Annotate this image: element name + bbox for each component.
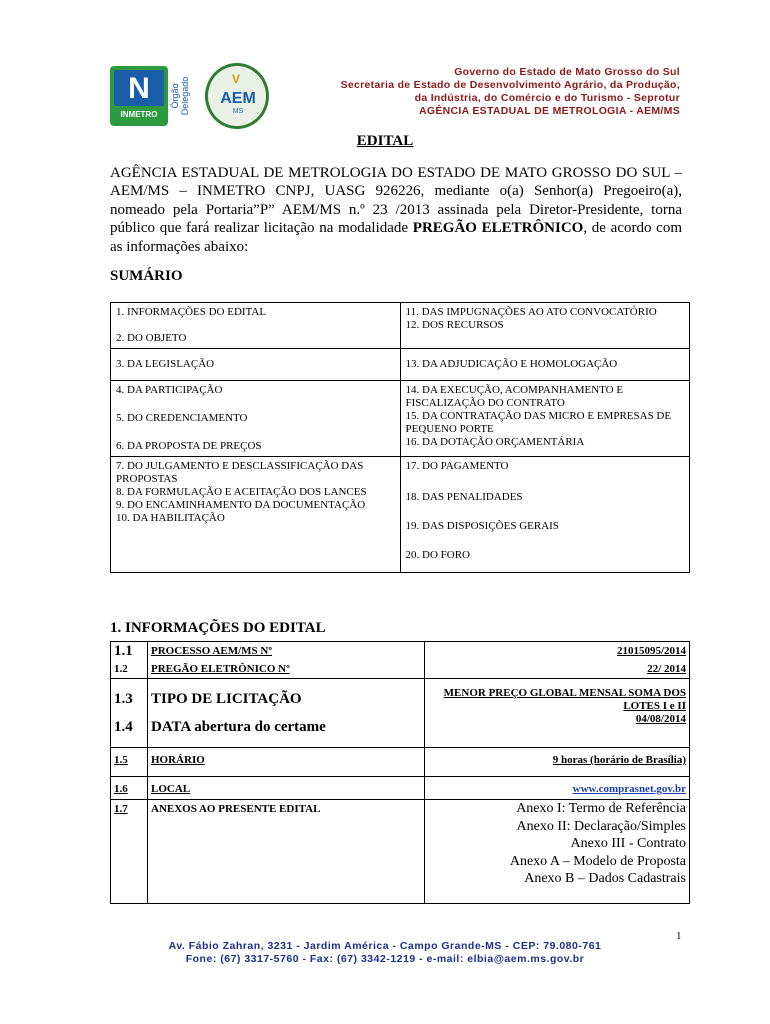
document-title: EDITAL [356,133,414,149]
summary-item: 8. DA FORMULAÇÃO E ACEITAÇÃO DOS LANCES [116,486,367,498]
summary-item: 6. DA PROPOSTA DE PREÇOS [116,440,262,452]
info-value-1-5: 9 horas (horário de Brasília) [552,754,686,766]
table-row [111,777,690,800]
info-number [111,679,148,748]
intro-modality: PREGÃO ELETRÔNICO [412,220,584,237]
summary-item: 4. DA PARTICIPAÇÃO [116,384,223,396]
summary-cell [400,457,690,573]
annex-item: Anexo B – Dados Cadastrais [524,871,686,886]
summary-table [110,302,690,573]
footer [0,940,770,966]
info-num-1-2: 1.2 [114,663,128,675]
table-row [111,457,690,573]
info-num-1-5: 1.5 [114,754,128,766]
intro-text: AGÊNCIA ESTADUAL DE METROLOGIA DO ESTADO DE MATO GROSSO DO SUL – AEM/MS – INMETRO CNPJ, UASG 926226, mediante o(a) Senhor(a) Pregoeiro(a), nomeado pela Portaria”P” AEM/MS n.º 23 /2013 assinada pela Diretor-Presidente, torna público que fará realizar licitação na modalidade [110,165,682,237]
annex-item: Anexo A – Modelo de Proposta [509,853,686,869]
info-number [111,642,148,679]
summary-item: 15. DA CONTRATAÇÃO DAS MICRO E EMPRESAS DE PEQUENO PORTE [405,410,672,435]
annex-list [425,800,690,904]
info-label [148,642,425,679]
table-row [111,642,690,679]
info-label-1-3: TIPO DE LICITAÇÃO [151,691,302,707]
info-label [148,679,425,748]
summary-cell [400,349,690,381]
inmetro-n-glyph: N [128,72,150,105]
summary-cell [111,381,401,457]
aem-logo [205,63,269,129]
section-1-title: 1. INFORMAÇÕES DO EDITAL [110,620,326,636]
info-num-1-3: 1.3 [114,691,133,707]
info-value-1-4: 04/08/2014 [635,713,686,725]
info-value-1-1: 21015095/2014 [616,645,686,657]
info-value [425,777,690,800]
info-num-1-7: 1.7 [114,803,128,815]
summary-item: 13. DA ADJUDICAÇÃO E HOMOLOGAÇÃO [405,358,618,370]
info-num-1-6: 1.6 [114,783,128,795]
summary-item: 14. DA EXECUÇÃO, ACOMPANHAMENTO E FISCALIZAÇÃO DO CONTRATO [405,384,624,409]
info-value-1-2: 22/ 2014 [647,663,686,675]
table-row [111,748,690,777]
comprasnet-link[interactable]: www.comprasnet.gov.br [572,783,686,795]
summary-item: 11. DAS IMPUGNAÇÕES AO ATO CONVOCATÓRIO [405,306,657,318]
info-label [148,800,425,904]
aem-logo-mark: V [232,72,241,86]
info-value-1-3: MENOR PREÇO GLOBAL MENSAL SOMA DOS LOTES I e II [443,687,686,712]
annex-item: Anexo I: Termo de Referência [516,801,686,816]
info-num-1-4: 1.4 [114,719,133,735]
aem-logo-sub: MS [232,108,244,115]
edital-info-table [110,641,690,904]
header-line-1: Governo do Estado de Mato Grosso do Sul [454,66,680,78]
info-label [148,748,425,777]
info-number [111,777,148,800]
summary-item: 7. DO JULGAMENTO E DESCLASSIFICAÇÃO DAS PROPOSTAS [116,460,364,485]
info-number [111,800,148,904]
orgao-delegado-label [162,66,198,128]
summary-item: 3. DA LEGISLAÇÃO [116,358,215,370]
summary-item: 10. DA HABILITAÇÃO [116,512,225,524]
table-row [111,800,690,904]
summary-item: 20. DO FORO [405,549,470,561]
summary-cell [111,303,401,349]
info-number [111,748,148,777]
intro-tail: , de acordo com as informações abaixo: [110,220,682,255]
aem-logo-label: AEM [220,90,256,107]
inmetro-logo-label: INMETRO [120,110,158,119]
info-value [425,748,690,777]
inmetro-logo [110,66,168,126]
summary-item: 19. DAS DISPOSIÇÕES GERAIS [405,520,559,532]
info-label [148,777,425,800]
summary-item: 18. DAS PENALIDADES [405,491,523,503]
table-row [111,303,690,349]
summary-cell [111,457,401,573]
table-row [111,349,690,381]
summary-item: 12. DOS RECURSOS [405,319,504,331]
orgao-line2: Delegado [180,76,190,116]
summary-cell [400,303,690,349]
table-row [111,381,690,457]
summary-cell [400,381,690,457]
info-label-1-6: LOCAL [151,783,191,795]
intro-paragraph [110,164,682,256]
government-header [341,66,680,118]
summary-cell [111,349,401,381]
annex-item: Anexo II: Declaração/Simples [516,818,686,834]
info-label-1-4: DATA abertura do certame [151,719,326,735]
summary-item: 16. DA DOTAÇÃO ORÇAMENTÁRIA [405,436,585,448]
info-label-1-5: HORÁRIO [151,754,205,766]
annex-item: Anexo III - Contrato [570,836,686,851]
table-row [111,679,690,748]
info-label-1-1: PROCESSO AEM/MS Nº [151,645,272,657]
info-label-1-2: PREGÃO ELETRÔNICO Nº [151,663,290,675]
summary-item: 17. DO PAGAMENTO [405,460,509,472]
info-num-1-1: 1.1 [114,643,133,659]
info-value [425,642,690,679]
info-value [425,679,690,748]
summary-item: 5. DO CREDENCIAMENTO [116,412,248,424]
header-line-4: AGÊNCIA ESTADUAL DE METROLOGIA - AEM/MS [419,105,680,117]
summary-item: 9. DO ENCAMINHAMENTO DA DOCUMENTAÇÃO [116,499,366,511]
summary-item: 1. INFORMAÇÕES DO EDITAL [116,306,267,318]
header-line-2: Secretaria de Estado de Desenvolvimento Agrário, da Produção, [340,79,680,91]
info-label-1-7: ANEXOS AO PRESENTE EDITAL [151,803,321,815]
footer-contact: Fone: (67) 3317-5760 - Fax: (67) 3342-1219 - e-mail: elbia@aem.ms.gov.br [185,953,585,965]
page-number: 1 [676,930,682,942]
summary-item: 2. DO OBJETO [116,332,187,344]
summary-title: SUMÁRIO [110,268,183,284]
orgao-line1: Órgão [170,83,180,109]
footer-address: Av. Fábio Zahran, 3231 - Jardim América - Campo Grande-MS - CEP: 79.080-761 [168,940,602,952]
header-line-3: da Indústria, do Comércio e do Turismo - Seprotur [414,92,680,104]
